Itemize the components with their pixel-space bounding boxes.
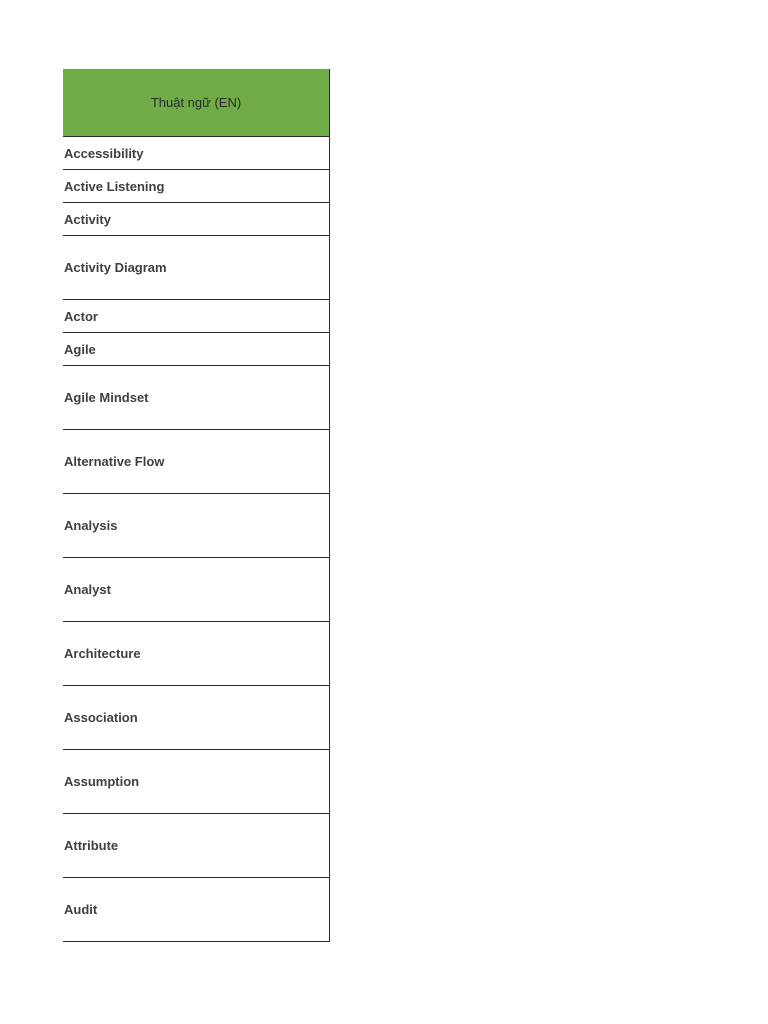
table-row: [63, 494, 329, 558]
term-cell: Alternative Flow: [64, 454, 165, 469]
table-header: [63, 69, 329, 137]
term-cell: Activity: [64, 211, 111, 227]
terms-table: [63, 69, 330, 942]
table-row: [63, 686, 329, 750]
table-row: [63, 878, 329, 942]
table-body: [63, 137, 329, 942]
table-row: [63, 366, 329, 430]
table-row: [63, 622, 329, 686]
table-row: [63, 558, 329, 622]
term-cell: Attribute: [64, 838, 119, 853]
term-cell: Assumption: [64, 774, 140, 789]
term-cell: Actor: [64, 308, 98, 324]
term-cell: Analyst: [64, 582, 111, 597]
header-label: Thuật ngữ (EN): [150, 95, 242, 110]
term-cell: Architecture: [64, 646, 141, 661]
term-cell: Association: [64, 710, 138, 725]
term-cell: Accessibility: [64, 145, 144, 161]
table-row: [63, 814, 329, 878]
table-row: [63, 750, 329, 814]
term-cell: Activity Diagram: [64, 260, 167, 275]
table-row: [63, 236, 329, 300]
term-cell: Agile: [64, 341, 96, 357]
table-row: [63, 203, 329, 236]
table-row: [63, 137, 329, 170]
term-cell: Agile Mindset: [64, 390, 149, 405]
term-cell: Analysis: [64, 518, 118, 533]
table-row: [63, 300, 329, 333]
term-cell: Audit: [64, 902, 98, 917]
term-cell: Active Listening: [64, 178, 165, 194]
table-row: [63, 333, 329, 366]
table-row: [63, 170, 329, 203]
table-row: [63, 430, 329, 494]
